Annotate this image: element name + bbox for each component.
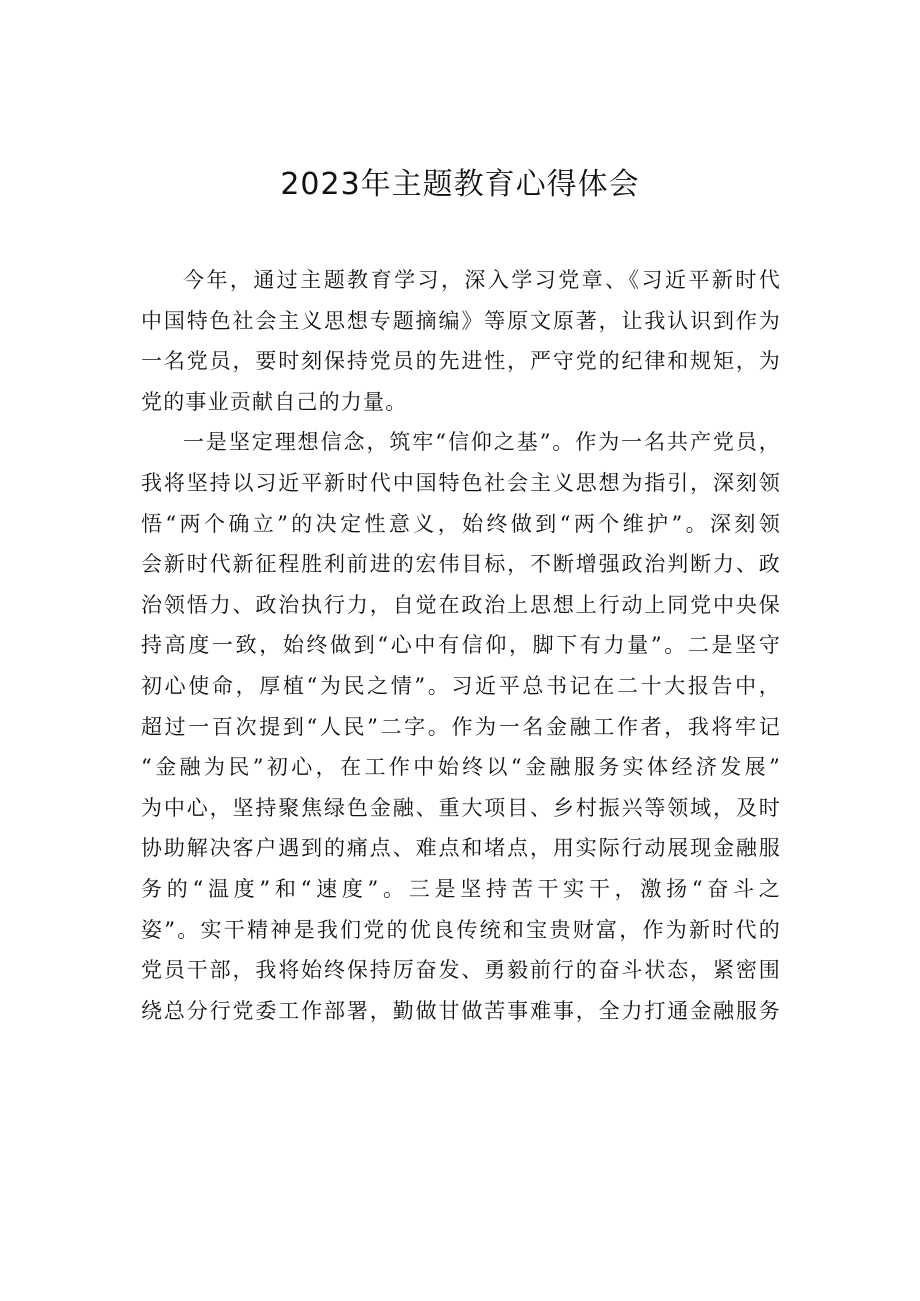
text-line: 一名党员，要时刻保持党员的先进性，严守党的纪律和规矩，为 (141, 349, 781, 374)
document-title: 2023年主题教育心得体会 (280, 167, 640, 202)
text-line: 治领悟力、政治执行力，自觉在政治上思想上行动上同党中央保 (141, 592, 781, 617)
text-line: 持高度一致，始终做到“心中有信仰，脚下有力量”。二是坚守 (141, 633, 781, 658)
text-line: 绕总分行党委工作部署，勤做甘做苦事难事，全力打通金融服务 (141, 998, 781, 1023)
text-line: 党的事业贡献自己的力量。 (141, 389, 408, 414)
text-line: 一是坚定理想信念，筑牢“信仰之基”。作为一名共产党员， (183, 430, 781, 455)
text-line: 中国特色社会主义思想专题摘编》等原文原著，让我认识到作为 (141, 308, 781, 333)
text-line: 超过一百次提到“人民”二字。作为一名金融工作者，我将牢记 (141, 714, 781, 739)
text-line: 悟“两个确立”的决定性意义，始终做到“两个维护”。深刻领 (141, 511, 781, 536)
document-body (141, 260, 781, 1031)
text-line: 初心使命，厚植“为民之情”。习近平总书记在二十大报告中， (141, 673, 781, 698)
text-line: 会新时代新征程胜利前进的宏伟目标，不断增强政治判断力、政 (141, 552, 781, 577)
text-line: 党员干部，我将始终保持厉奋发、勇毅前行的奋斗状态，紧密围 (141, 958, 781, 983)
text-line: 今年，通过主题教育学习，深入学习党章、《习近平新时代 (183, 268, 781, 292)
text-line: 协助解决客户遇到的痛点、难点和堵点，用实际行动展现金融服 (141, 836, 781, 861)
text-line: 我将坚持以习近平新时代中国特色社会主义思想为指引，深刻领 (141, 470, 781, 495)
text-line: 务的“温度”和“速度”。三是坚持苦干实干，激扬“奋斗之 (141, 876, 781, 901)
text-line: 姿”。实干精神是我们党的优良传统和宝贵财富，作为新时代的 (141, 917, 781, 942)
text-line: “金融为民”初心，在工作中始终以“金融服务实体经济发展” (141, 755, 781, 780)
text-line: 为中心，坚持聚焦绿色金融、重大项目、乡村振兴等领域，及时 (141, 795, 781, 820)
